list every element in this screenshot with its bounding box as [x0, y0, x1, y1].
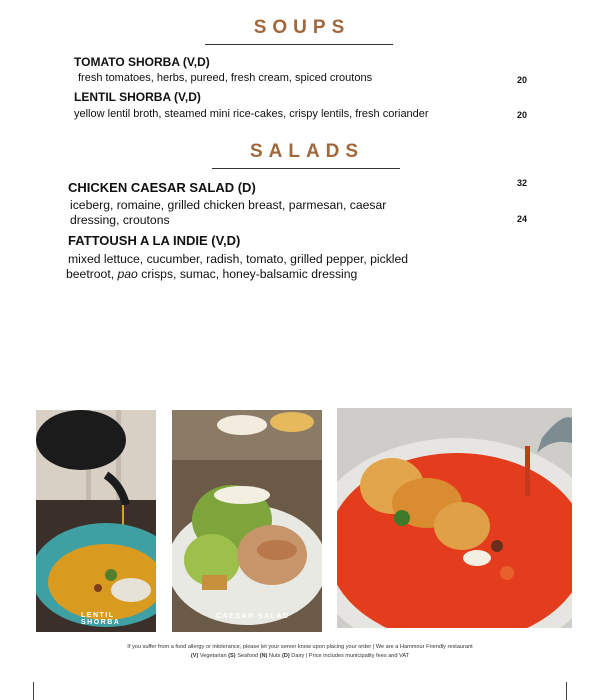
desc-part: beetroot,	[66, 267, 118, 281]
legend-text: Vegetarian	[198, 652, 229, 659]
menu-item-price: 32	[517, 178, 528, 188]
lentil-shorba-illustration	[36, 410, 156, 632]
legend-code: (D)	[281, 652, 290, 659]
allergy-notice: If you suffer from a food allergy or intolerance, please let your server know upon placing your order | We are a Hammour Friendly restaurant	[127, 644, 473, 650]
legend-text: Seafood	[235, 652, 260, 659]
soups-title: SOUPS	[253, 17, 351, 38]
menu-item-description	[66, 268, 357, 281]
photo-caption: CAESAR SALAD	[216, 613, 290, 620]
menu-item-description: dressing, croutons	[70, 213, 170, 227]
menu-item-name: CHICKEN CAESAR SALAD (D)	[68, 180, 256, 195]
legend-code: (N)	[259, 652, 268, 659]
salads-divider	[212, 168, 400, 169]
menu-item-description: fresh tomatoes, herbs, pureed, fresh cream, spiced croutons	[78, 72, 373, 84]
menu-item-description: iceberg, romaine, grilled chicken breast, parmesan, caesar	[70, 198, 387, 212]
desc-italic: pao	[117, 267, 138, 281]
lentil-shorba-photo	[36, 410, 156, 632]
menu-item-name: FATTOUSH A LA INDIE (V,D)	[68, 233, 241, 248]
menu-item-name: LENTIL SHORBA (V,D)	[74, 90, 201, 104]
tomato-shorba-photo	[337, 408, 572, 628]
menu-item-price: 24	[517, 214, 528, 224]
crop-mark	[33, 682, 34, 700]
desc-part: crisps, sumac, honey-balsamic dressing	[137, 267, 358, 281]
legend-code: (V)	[190, 652, 199, 659]
tomato-shorba-illustration	[337, 408, 572, 628]
caesar-salad-photo	[172, 410, 322, 632]
menu-item-name: TOMATO SHORBA (V,D)	[74, 55, 210, 69]
legend-text: Nuts	[267, 652, 282, 659]
salads-title: SALADS	[249, 141, 365, 162]
legend-code: (S)	[228, 652, 236, 659]
legend-text: Dairy | Price includes municipality fees and VAT	[289, 652, 410, 659]
footer-notice	[40, 643, 560, 661]
legend	[40, 652, 560, 661]
crop-mark	[566, 682, 567, 700]
caesar-salad-illustration	[172, 410, 322, 632]
menu-item-description: mixed lettuce, cucumber, radish, tomato, grilled pepper, pickled	[68, 252, 409, 266]
menu-item-price: 20	[517, 75, 528, 85]
photo-caption: LENTIL SHORBA	[81, 612, 121, 626]
soups-divider	[205, 44, 393, 45]
menu-item-description: yellow lentil broth, steamed mini rice-cakes, crispy lentils, fresh coriander	[74, 108, 429, 120]
menu-item-price: 20	[517, 110, 528, 120]
